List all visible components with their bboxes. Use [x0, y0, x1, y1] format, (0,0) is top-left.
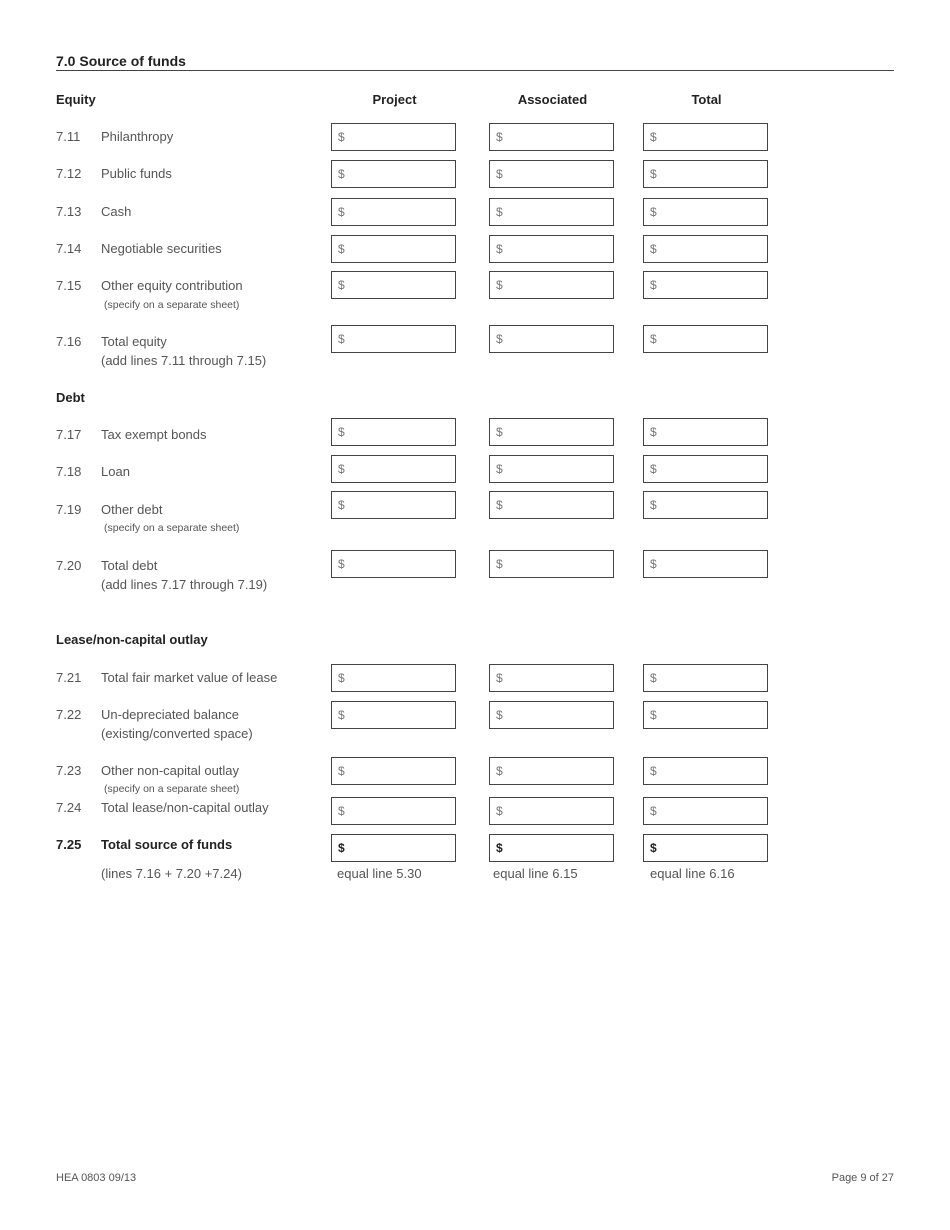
line-number: 7.23: [56, 763, 82, 778]
amount-field-total-7-25[interactable]: $: [643, 834, 768, 862]
line-number: 7.17: [56, 427, 82, 442]
line-label-secondary: (existing/converted space): [101, 726, 253, 741]
amount-field-associated-7-11[interactable]: $: [489, 123, 614, 151]
note-total: equal line 6.16: [650, 866, 735, 881]
line-number: 7.24: [56, 800, 82, 815]
amount-field-total-7-11[interactable]: $: [643, 123, 768, 151]
section-debt: Debt: [56, 390, 85, 405]
amount-field-associated-7-25[interactable]: $: [489, 834, 614, 862]
line-number: 7.11: [56, 129, 81, 144]
line-label: Total lease/non-capital outlay: [101, 800, 269, 815]
line-number: 7.20: [56, 558, 82, 573]
amount-field-total-7-13[interactable]: $: [643, 198, 768, 226]
amount-field-associated-7-21[interactable]: $: [489, 664, 614, 692]
amount-field-total-7-22[interactable]: $: [643, 701, 768, 729]
line-label: Philanthropy: [101, 129, 174, 144]
line-instruction: (specify on a separate sheet): [104, 299, 240, 311]
line-label: Cash: [101, 204, 132, 219]
amount-field-total-7-23[interactable]: $: [643, 757, 768, 785]
note-associated: equal line 6.15: [493, 866, 578, 881]
column-header-total: Total: [691, 92, 722, 107]
amount-field-associated-7-18[interactable]: $: [489, 455, 614, 483]
line-number: 7.15: [56, 278, 82, 293]
amount-field-project-7-11[interactable]: $: [331, 123, 456, 151]
line-number: 7.22: [56, 707, 82, 722]
amount-field-total-7-21[interactable]: $: [643, 664, 768, 692]
line-label: Total equity: [101, 334, 167, 349]
line-number: 7.21: [56, 670, 82, 685]
page-number: Page 9 of 27: [831, 1172, 894, 1184]
line-number: 7.14: [56, 241, 82, 256]
line-label: Total fair market value of lease: [101, 670, 278, 685]
line-label-secondary: (add lines 7.17 through 7.19): [101, 577, 268, 592]
line-label: Loan: [101, 464, 130, 479]
line-number: 7.13: [56, 204, 82, 219]
amount-field-project-7-16[interactable]: $: [331, 325, 456, 353]
amount-field-total-7-18[interactable]: $: [643, 455, 768, 483]
amount-field-project-7-12[interactable]: $: [331, 160, 456, 188]
line-label: Other non-capital outlay: [101, 763, 240, 778]
amount-field-total-7-16[interactable]: $: [643, 325, 768, 353]
amount-field-project-7-18[interactable]: $: [331, 455, 456, 483]
line-label: Total source of funds: [101, 837, 233, 852]
amount-field-project-7-21[interactable]: $: [331, 664, 456, 692]
amount-field-associated-7-23[interactable]: $: [489, 757, 614, 785]
amount-field-associated-7-19[interactable]: $: [489, 491, 614, 519]
amount-field-total-7-12[interactable]: $: [643, 160, 768, 188]
line-label: Other equity contribution: [101, 278, 243, 293]
amount-field-project-7-23[interactable]: $: [331, 757, 456, 785]
amount-field-project-7-22[interactable]: $: [331, 701, 456, 729]
amount-field-total-7-17[interactable]: $: [643, 418, 768, 446]
amount-field-associated-7-22[interactable]: $: [489, 701, 614, 729]
column-header-associated: Associated: [517, 92, 588, 107]
amount-field-total-7-15[interactable]: $: [643, 271, 768, 299]
amount-field-associated-7-20[interactable]: $: [489, 550, 614, 578]
line-label: Tax exempt bonds: [101, 427, 207, 442]
line-label: Total debt: [101, 558, 158, 573]
amount-field-associated-7-16[interactable]: $: [489, 325, 614, 353]
line-number: 7.12: [56, 166, 82, 181]
line-label-secondary: (add lines 7.11 through 7.15): [101, 353, 267, 368]
amount-field-project-7-13[interactable]: $: [331, 198, 456, 226]
line-instruction: (specify on a separate sheet): [104, 522, 240, 534]
line-label: Negotiable securities: [101, 241, 222, 256]
section-equity: Equity: [56, 92, 96, 107]
amount-field-total-7-20[interactable]: $: [643, 550, 768, 578]
line-label: Other debt: [101, 502, 163, 517]
page-title: 7.0 Source of funds: [56, 53, 186, 69]
amount-field-total-7-24[interactable]: $: [643, 797, 768, 825]
line-label-secondary: (lines 7.16 + 7.20 +7.24): [101, 866, 242, 881]
amount-field-associated-7-15[interactable]: $: [489, 271, 614, 299]
amount-field-project-7-15[interactable]: $: [331, 271, 456, 299]
amount-field-total-7-14[interactable]: $: [643, 235, 768, 263]
amount-field-associated-7-13[interactable]: $: [489, 198, 614, 226]
amount-field-project-7-17[interactable]: $: [331, 418, 456, 446]
amount-field-project-7-24[interactable]: $: [331, 797, 456, 825]
note-project: equal line 5.30: [337, 866, 422, 881]
amount-field-associated-7-17[interactable]: $: [489, 418, 614, 446]
line-number: 7.25: [56, 837, 82, 852]
title-divider: [56, 70, 894, 71]
column-header-project: Project: [372, 92, 417, 107]
amount-field-project-7-19[interactable]: $: [331, 491, 456, 519]
line-label: Un-depreciated balance: [101, 707, 240, 722]
line-label: Public funds: [101, 166, 172, 181]
amount-field-project-7-14[interactable]: $: [331, 235, 456, 263]
amount-field-associated-7-24[interactable]: $: [489, 797, 614, 825]
line-instruction: (specify on a separate sheet): [104, 783, 240, 795]
form-id: HEA 0803 09/13: [56, 1172, 137, 1184]
amount-field-project-7-25[interactable]: $: [331, 834, 456, 862]
amount-field-associated-7-12[interactable]: $: [489, 160, 614, 188]
amount-field-associated-7-14[interactable]: $: [489, 235, 614, 263]
line-number: 7.16: [56, 334, 82, 349]
amount-field-project-7-20[interactable]: $: [331, 550, 456, 578]
line-number: 7.18: [56, 464, 82, 479]
amount-field-total-7-19[interactable]: $: [643, 491, 768, 519]
line-number: 7.19: [56, 502, 82, 517]
section-lease: Lease/non-capital outlay: [56, 632, 208, 647]
